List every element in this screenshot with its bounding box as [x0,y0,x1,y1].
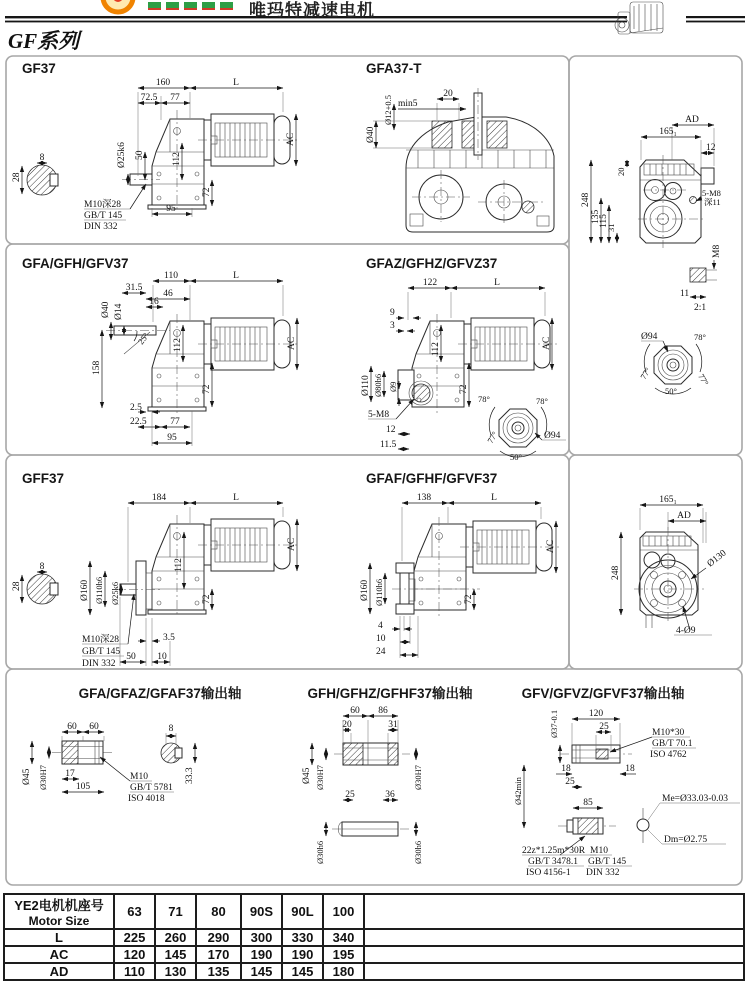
panel-rear-top [581,115,722,396]
dim-label: 72.5 [140,93,158,103]
cell-blank [364,929,744,946]
dim-label: 112 [431,342,441,356]
dim-label: Ø130 [705,548,729,570]
dim-label: 72 [202,187,212,197]
dim-label: 4 [378,621,383,631]
dim-label: 22.5 [130,417,147,427]
thread-note: 深11 [704,197,721,207]
cell: 225 [114,929,155,946]
panel-gfa [22,256,298,446]
dim-label: 36 [385,790,395,800]
row-label: AC [4,946,114,963]
dim-label: L [494,278,500,288]
dim-label: L [233,271,239,281]
dim-label: AC [287,537,297,551]
dim-label: Ø110 [361,375,371,396]
table-row [4,929,744,946]
table-header-row [4,894,744,929]
dim-label: Ø94 [544,431,561,441]
panel-title: GFV/GFVZ/GFVF37输出轴 [521,686,685,701]
dim-label: 3.5 [163,633,175,643]
panel-shaft-a [22,685,242,804]
thread-note: M10*30 [652,728,685,738]
cell: 145 [155,946,196,963]
dim-label: Ø9 [388,381,398,392]
dim-label: 11.5 [380,440,397,450]
std-note: GB/T 70.1 [652,739,693,749]
dim-label: 28 [12,581,22,591]
std-note: GB/T 5781 [130,783,173,793]
dim-label: 95 [166,204,176,214]
dim-label: 33.3 [185,767,195,784]
panel-title: GFAZ/GFHZ/GFVZ37 [366,256,498,271]
dim-label: 50 [126,652,136,662]
dim-label: 120 [588,709,604,719]
dim-label: Ø30h6 [315,840,325,864]
series-title: GF系列 [8,29,80,53]
dim-label: 18 [561,764,571,774]
panel-shaft-h [302,685,473,864]
dim-label: 86 [378,706,388,716]
motor-size-table [3,893,745,981]
dim-label: 112 [174,558,184,572]
dim-label: Ø40 [101,301,111,318]
dim-label: Ø110h6 [374,578,384,606]
dim-label: 72 [202,384,212,394]
thread-note: M10深28 [82,635,119,645]
cell: 190 [282,946,323,963]
dim-label: 9 [390,308,395,318]
dim-label: 11 [680,289,690,299]
std-note: DIN 332 [586,868,620,878]
std-note: ISO 4762 [650,750,687,760]
dim-label: 4-Ø9 [676,626,696,636]
dim-label: min5 [398,99,418,109]
spline-note: 22z*1.25m*30R [522,846,586,856]
dim-label: AC [542,336,552,350]
dim-label: L [233,78,239,88]
row-label: AD [4,963,114,980]
dim-label: 72 [464,594,474,604]
col-header: 90S [241,894,282,929]
cell: 130 [155,963,196,980]
col-header: 100 [323,894,364,929]
table-header-label [4,894,114,929]
table-row [4,946,744,963]
cell: 135 [196,963,241,980]
dim-label: Ø45 [22,768,32,785]
angle-label: 50° [510,452,522,462]
angle-label: 78° [536,396,548,406]
dim-label: L [491,493,497,503]
dim-label: 77 [170,93,180,103]
dim-label: AD [677,511,691,521]
dim-label: Ø80h6 [373,373,383,397]
dim-label: 12 [706,143,716,153]
dim-label: 158 [92,360,102,375]
dim-label: 3 [390,321,395,331]
thread-note: 5-M8 [702,188,721,198]
std-note: ISO 4018 [128,794,165,804]
cell: 290 [196,929,241,946]
panel-title: GFF37 [22,471,65,486]
dim-label: M8 [712,244,722,258]
row-label: L [4,929,114,946]
col-header: 71 [155,894,196,929]
angle-label: 77° [485,429,500,445]
thread-note: M10 [130,772,148,782]
dim-label: 12 [386,425,396,435]
dim-label: 25 [565,777,575,787]
scale-label: 2:1 [694,303,707,313]
dim-label: 95 [167,433,177,443]
panel-gff [12,471,298,669]
dim-label: 31 [606,223,616,232]
col-header-blank [364,894,744,929]
std-note: DIN 332 [82,659,116,669]
cell: 180 [323,963,364,980]
cell: 170 [196,946,241,963]
dim-label: 50 [135,150,145,160]
dim-label: 10 [376,634,386,644]
panel-title: GFA/GFH/GFV37 [22,256,129,271]
dim-label: 138 [416,493,432,503]
dim-label: 248 [611,565,621,580]
panel-title: GF37 [22,61,56,76]
dim-label: AC [546,539,556,553]
dim-label: 165₁ [659,495,677,505]
dim-label: 16 [149,297,159,307]
dim-label: Ø14 [114,303,124,320]
dim-label: L [233,493,239,503]
col-header: 90L [282,894,323,929]
dim-label: 46 [163,289,173,299]
dim-label: Ø25k6 [110,581,120,605]
std-note: ISO 4156-1 [526,868,571,878]
brand-logo [103,0,233,12]
dim-label: 112 [172,152,182,166]
dim-label: 10 [157,652,167,662]
dim-label: 31.5 [125,283,143,293]
angle-label: 50° [665,386,677,396]
dim-label: Me=Ø33.03-0.03 [662,794,729,804]
dim-label: AC [287,336,297,350]
table-row [4,963,744,980]
dim-label: 184 [151,493,167,503]
col-header: 63 [114,894,155,929]
dim-label: Ø30H7 [315,764,325,790]
dim-label: 25 [345,790,355,800]
dim-label: 85 [583,798,593,808]
table-header-en: Motor Size [28,914,90,928]
gearbox-thumbnail [615,2,663,34]
dim-label: 31 [388,720,398,730]
panel-shaft-v [513,685,740,878]
panel-gf37 [12,61,298,232]
dim-label: 8 [168,724,174,734]
dim-label: 17 [65,769,75,779]
thread-note: M10深28 [84,200,121,210]
dim-label: 24 [376,647,386,657]
cell: 195 [323,946,364,963]
dim-label: 115 [599,214,609,228]
dim-label: 77 [170,417,180,427]
dim-label: 105 [75,782,91,792]
dim-label: Ø160 [80,579,90,601]
dim-label: 60 [89,722,99,732]
dim-label: 72 [459,384,469,394]
brand-name-cn: 唯玛特减速电机 [249,1,375,20]
cell-blank [364,963,744,980]
dim-label: 60 [67,722,77,732]
dim-label: Ø110h6 [94,576,104,604]
dim-label: 20 [342,720,352,730]
dim-label: 28 [12,172,22,182]
dim-label: Ø12+0.5 [383,94,393,125]
dim-label: Ø40 [366,126,376,143]
dim-label: 18 [625,764,635,774]
dim-label: 20 [616,167,626,176]
dim-label: 20 [443,89,453,99]
dim-label: 248 [581,192,591,207]
dim-label: Ø30H7 [413,764,423,790]
angle-label: 25° [135,330,151,347]
dim-label: Ø42min [513,777,523,805]
panel-title: GFAF/GFHF/GFVF37 [366,471,498,486]
cell: 300 [241,929,282,946]
cell: 110 [114,963,155,980]
panel-gfaf [360,471,560,658]
dim-label: 135 [591,209,601,224]
dim-label: AD [685,115,699,125]
cell: 330 [282,929,323,946]
dim-label: 165₁ [659,127,677,137]
cell: 260 [155,929,196,946]
panel-gfa37t [366,61,554,232]
angle-label: 78° [478,394,490,404]
std-note: GB/T 145 [588,857,627,867]
cell: 145 [282,963,323,980]
panel-title: GFA/GFAZ/GFAF37输出轴 [78,686,242,701]
dim-label: 160 [155,78,171,88]
panel-title: GFA37-T [366,61,422,76]
panel-gfaz [361,256,566,462]
thread-note: M10 [590,846,608,856]
dim-label: 60 [350,706,360,716]
thread-note: 5-M8 [368,410,390,420]
dim-label: Dm=Ø2.75 [664,835,708,845]
std-note: GB/T 145 [82,647,121,657]
cell: 340 [323,929,364,946]
dim-label: Ø30H7 [38,764,48,790]
cell: 145 [241,963,282,980]
angle-label: 77° [696,372,711,388]
dim-label: 8 [39,562,45,572]
std-note: GB/T 3478.1 [528,857,578,867]
cell: 190 [241,946,282,963]
cell: 120 [114,946,155,963]
cell-blank [364,946,744,963]
dim-label: 2.5 [130,403,142,413]
dim-label: 25 [599,722,609,732]
col-header: 80 [196,894,241,929]
dim-label: 122 [422,278,438,288]
dim-label: Ø25k6 [117,142,127,168]
table-header-cn: YE2电机机座号 [14,898,104,913]
angle-label: 77° [638,365,653,381]
dim-label: Ø30h6 [413,840,423,864]
std-note: GB/T 145 [84,211,123,221]
dim-label: Ø160 [360,579,370,601]
dim-label: 8 [39,153,45,163]
std-note: DIN 332 [84,222,118,232]
dim-label: 112 [173,338,183,352]
dim-label: Ø37-0.1 [549,709,559,738]
panel-rear-bottom [611,495,729,636]
dim-label: Ø94 [641,332,658,342]
dim-label: 72 [202,594,212,604]
dim-label: Ø45 [302,767,312,784]
dim-label: 110 [164,271,178,281]
angle-label: 78° [694,332,706,342]
dim-label: AC [286,132,296,146]
panel-title: GFH/GFHZ/GFHF37输出轴 [307,686,473,701]
